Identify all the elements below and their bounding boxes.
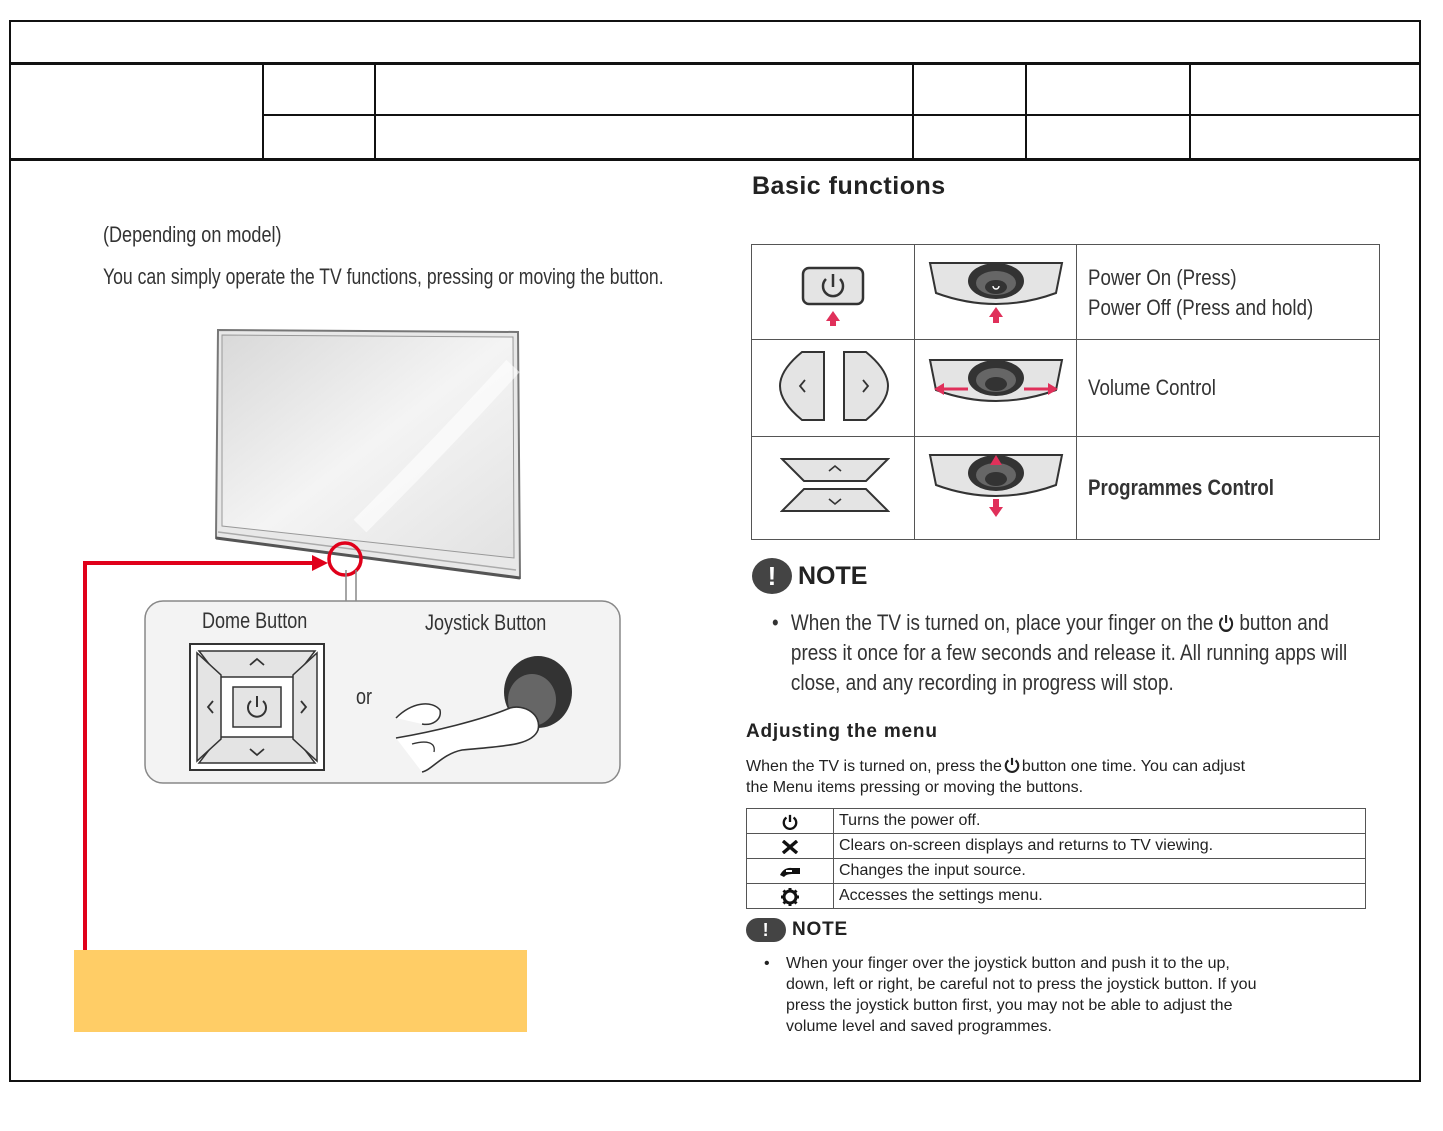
note-title-2: NOTE [792,919,848,940]
programme-up-down-icon [780,453,890,517]
joystick-left-right-icon [928,356,1064,416]
header-col-divider-2 [374,63,376,159]
table-row [747,834,1366,859]
header-top-rule [9,62,1421,65]
menu-row-text: Turns the power off. [834,809,1366,834]
volume-left-right-icon [778,350,890,422]
function-row-programmes [752,437,1379,541]
menu-row-text: Changes the input source. [834,859,1366,884]
settings-icon [780,888,800,906]
joystick-with-finger-illustration [392,654,588,774]
function-row-volume [752,340,1379,437]
power-icon [782,814,798,830]
note-heading-1 [752,558,867,594]
header-col-divider-5 [1189,63,1191,159]
basic-functions-title: Basic functions [752,172,946,200]
power-button-icon [800,265,866,327]
adjusting-menu-text: When the TV is turned on, press the button one time. You can adjust the Menu items pressing or moving the buttons. [746,758,1246,796]
note-title-1: NOTE [798,561,868,590]
dome-button-label: Dome Button [202,608,308,633]
depending-on-model-note: (Depending on model) [103,222,282,247]
exclamation-icon: ! [746,918,786,942]
exclamation-icon: ! [752,558,792,594]
intro-text: You can simply operate the TV functions, pressing or moving the button. [103,264,664,289]
dome-button-pad [189,643,325,771]
header-col-divider-4 [1025,63,1027,159]
note-2-text: • When your finger over the joystick button and push it to the up, down, left or right, be careful not to press the joystick button. If you press the joystick button first, you may not be able to adjust the volume level and saved programmes. [764,955,1257,1035]
note-1-text: • When the TV is turned on, place your finger on the button and press it once for a few seconds and release it. All running apps will close, and any recording in progress will stop. [772,610,1348,695]
joystick-button-label: Joystick Button [425,610,547,635]
power-function-text-1: Power On (Press) [1088,265,1237,290]
table-row [747,884,1366,909]
power-icon [1004,757,1020,773]
power-icon [1219,614,1234,632]
volume-function-text: Volume Control [1088,375,1216,400]
header-mid-rule [263,114,1421,116]
note-heading-2 [746,918,848,942]
joystick-press-icon [928,259,1064,329]
header-col-divider-1 [262,63,264,159]
joystick-up-down-icon [928,451,1064,523]
programmes-function-text: Programmes Control [1088,475,1275,500]
header-bottom-rule [9,158,1421,161]
or-label: or [356,684,373,709]
adjusting-menu-title: Adjusting the menu [746,721,938,742]
close-icon [781,840,799,854]
power-function-text-2: Power Off (Press and hold) [1088,295,1314,320]
menu-functions-table [746,808,1366,909]
menu-row-text: Clears on-screen displays and returns to TV viewing. [834,834,1366,859]
table-row [747,859,1366,884]
highlight-box [74,950,527,1032]
menu-row-text: Accesses the settings menu. [834,884,1366,909]
header-col-divider-3 [912,63,914,159]
input-icon [778,865,802,879]
function-row-power [752,245,1379,340]
basic-functions-table [751,244,1380,540]
table-row [747,809,1366,834]
